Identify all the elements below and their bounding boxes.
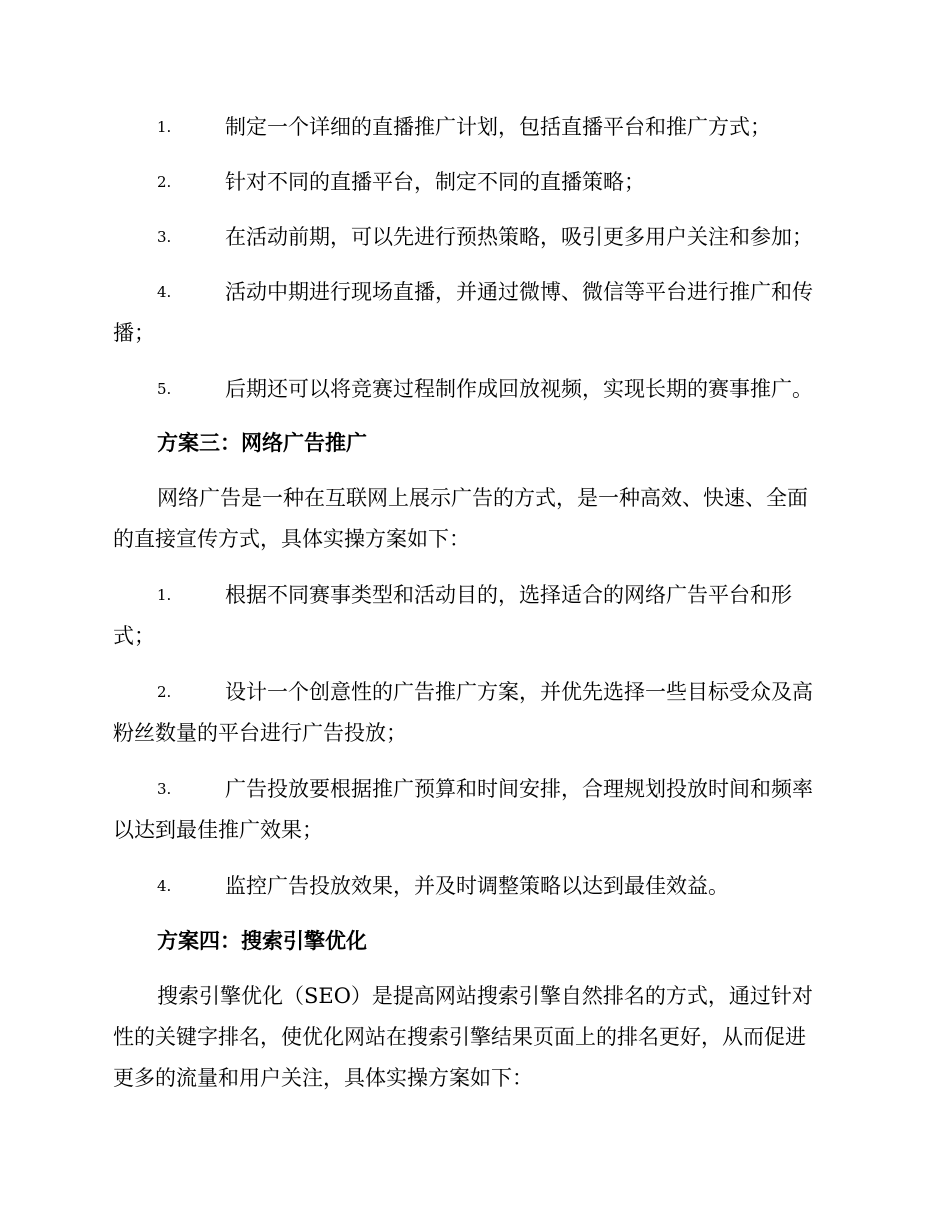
list-item-text: 根据不同赛事类型和活动目的，选择适合的网络广告平台和形 (225, 583, 792, 607)
list-item-text-continued: 以达到最佳推广效果； (113, 818, 323, 842)
paragraph-line: 性的关键字排名，使优化网站在搜索引擎结果页面上的排名更好，从而促进 (113, 1025, 806, 1049)
list-number: 4. (157, 283, 172, 301)
list-item-text: 设计一个创意性的广告推广方案，并优先选择一些目标受众及高 (225, 680, 813, 704)
list-item-text: 广告投放要根据推广预算和时间安排，合理规划投放时间和频率 (225, 777, 813, 801)
list-number: 4. (157, 877, 172, 895)
section-heading: 方案四：搜索引擎优化 (157, 928, 367, 953)
list-number: 1. (157, 118, 172, 136)
list-item-text: 后期还可以将竞赛过程制作成回放视频，实现长期的赛事推广。 (225, 377, 813, 401)
list-item-text-continued: 粉丝数量的平台进行广告投放； (113, 721, 407, 745)
list-number: 2. (157, 173, 172, 191)
list-item-text: 活动中期进行现场直播，并通过微博、微信等平台进行推广和传 (225, 280, 813, 304)
list-item-text: 制定一个详细的直播推广计划，包括直播平台和推广方式； (225, 115, 771, 139)
list-item-text-continued: 播； (113, 321, 155, 345)
list-number: 3. (157, 780, 172, 798)
list-number: 2. (157, 683, 172, 701)
list-number: 1. (157, 586, 172, 604)
section-heading: 方案三：网络广告推广 (157, 430, 367, 455)
list-item-text-continued: 式； (113, 624, 155, 648)
list-item-text: 在活动前期，可以先进行预热策略，吸引更多用户关注和参加； (225, 225, 813, 249)
paragraph-line: 网络广告是一种在互联网上展示广告的方式，是一种高效、快速、全面 (157, 486, 808, 510)
paragraph-line: 的直接宣传方式，具体实操方案如下： (113, 527, 470, 551)
list-item-text: 监控广告投放效果，并及时调整策略以达到最佳效益。 (225, 874, 729, 898)
paragraph-line: 更多的流量和用户关注，具体实操方案如下： (113, 1066, 533, 1090)
list-item-text: 针对不同的直播平台，制定不同的直播策略； (225, 170, 645, 194)
paragraph-line: 搜索引擎优化（SEO）是提高网站搜索引擎自然排名的方式，通过针对 (157, 984, 813, 1008)
list-number: 5. (157, 380, 172, 398)
list-number: 3. (157, 228, 172, 246)
